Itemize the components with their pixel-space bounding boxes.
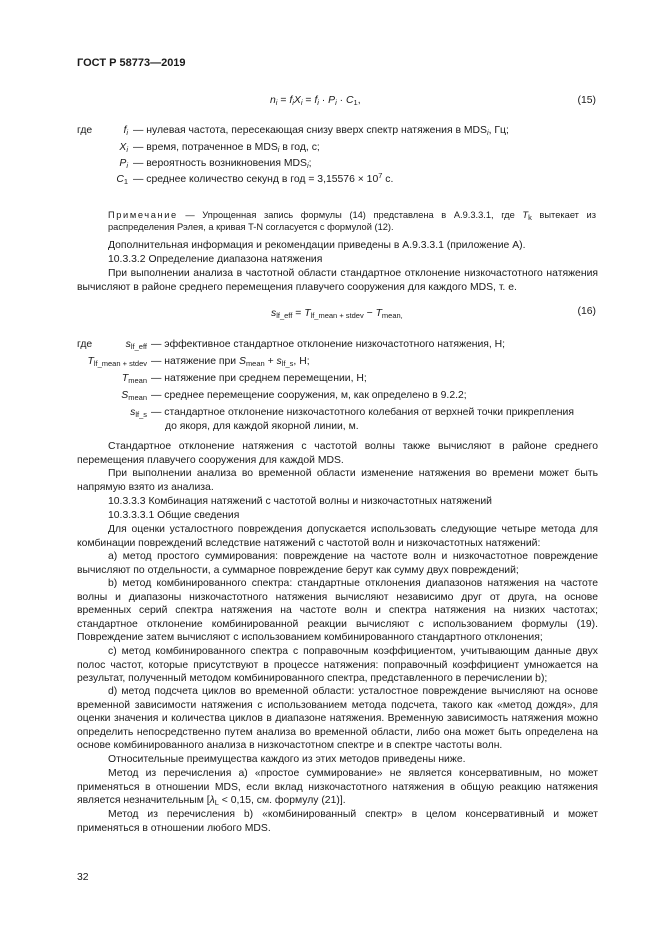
def-text-tlf-mean-stdev: — натяжение при $S_{mean} + s_{lf\_s}$, Н; [151,356,310,368]
list-item-a: а) метод простого суммирования: повреждение на частоте волн и низкочастотное повреждение вычисляют по отдельности, а суммарное повреждение берут как сумму двух повреждений; [77,551,598,576]
formula-16-number: (16) [577,306,596,317]
list-item-c: с) метод комбинированного спектра с поправочным коэффициентом, учитывающим данные двух полос частот, которые присутствуют в процессе натяжения: поправочный коэффициент умножается на результат, полученный методом комбинированного спектра, представленного в перечислении b); [77,646,598,685]
where-label-15: где [77,125,93,136]
list-item-d: d) метод подсчета циклов во временной области: усталостное повреждение вычисляют на основе временной зависимости натяжения с использованием метода подсчета, такого как «метод дождя», для оценки значения и количества циклов в диапазоне натяжения. Временную зависимость натяжения можно определить непосредственно путем анализа во временной области, либо она может быть определена на основе комбинированного анализа в низкочастотном спектре и в спектре частоты волн. [77,686,598,752]
paragraph-method-a: Метод из перечисления а) «простое суммирование» не является консервативным, но может применяться в отношении MDS, если вклад низкочастотного натяжения в общую реакцию натяжения является незначительным [$\lambda_L < 0,15$, см. формулу (21)]. [77,768,598,808]
def-text-smean: — среднее перемещение сооружения, м, как определено в 9.2.2; [151,390,467,401]
where-label-16: где [77,339,93,350]
paragraph-time-domain: При выполнении анализа во временной области изменение натяжения во времени может быть напрямую взято из анализа. [77,468,598,493]
def-symbol-tmean: $T_{mean}$ [121,373,147,385]
paragraph-relative-advantages: Относительные преимущества каждого из этих методов приведены ниже. [108,754,466,765]
note-label: Примечание [108,210,178,220]
section-heading-10-3-3-3: 10.3.3.3 Комбинация натяжений с частотой волны и низкочастотных натяжений [108,496,492,507]
formula-15: $n_i = f_iX_i = f_i \cdot P_i \cdot C_1$, [270,95,361,107]
page-number: 32 [77,872,89,883]
section-heading-10-3-3-2: 10.3.3.2 Определение диапазона натяжения [108,254,323,265]
formula-15-number: (15) [577,95,596,106]
def-symbol-xi: $X_i$ [119,142,128,154]
def-text-tmean: — натяжение при среднем перемещении, Н; [151,373,367,384]
def-symbol-tlf-mean-stdev: $T_{lf\_mean + stdev}$ [87,356,147,368]
paragraph-wave-freq-stdev: Стандартное отклонение натяжения с частотой волны также вычисляют в районе среднего перемещения плавучего сооружения для каждой MDS. [77,441,598,466]
formula-16: $s_{lf\_eff} = T_{lf\_mean + stdev} - T_{mean,}$ [271,308,403,320]
def-symbol-fi: $f_i$ [123,125,128,137]
def-symbol-slf-s: $s_{lf\_s}$ [130,407,147,419]
def-text-c1: — среднее количество секунд в год = $3,15576 \times 10^7$ с. [133,171,394,185]
def-text-xi: — время, потраченное в $MDS_i$ в год, с; [133,142,320,154]
document-header: ГОСТ Р 58773—2019 [77,57,186,69]
paragraph-method-b: Метод из перечисления b) «комбинированный спектр» в целом консервативный и может применяться в отношении любого MDS. [77,809,598,834]
paragraph-lowfreq-analysis: При выполнении анализа в частотной области стандартное отклонение низкочастотного натяжения вычисляют в районе среднего перемещения плавучего сооружения для каждого MDS, т. е. [77,268,598,293]
def-symbol-smean: $S_{mean}$ [121,390,147,402]
def-text-slf-s-cont: до якоря, для каждой якорной линии, м. [165,421,359,432]
note-block: Примечание — Упрощенная запись формулы (14) представлена в А.9.3.3.1, где $T_k$ вытекает из распределения Рэлея, а кривая T-N согласуется с формулой (12). [108,210,596,233]
def-text-slf-s: — стандартное отклонение низкочастотного колебания от верхней точки прикрепления [151,407,574,418]
def-text-pi: — вероятность возникновения $MDS_i$; [133,158,312,170]
paragraph-four-methods: Для оценки усталостного повреждения допускается использовать следующие четыре метода для комбинации повреждений вследствие натяжений с частотой волн и низкочастотных натяжений: [77,524,598,549]
def-symbol-c1: $C_1$ [116,174,128,186]
def-symbol-pi: $P_i$ [119,158,128,170]
def-text-slf-eff: — эффективное стандартное отклонение низкочастотного натяжения, Н; [151,339,506,350]
paragraph-additional-info: Дополнительная информация и рекомендации приведены в А.9.3.3.1 (приложение А). [108,240,526,251]
def-text-fi: — нулевая частота, пересекающая снизу вверх спектр натяжения в $MDS_i$, Гц; [133,125,509,137]
section-heading-10-3-3-3-1: 10.3.3.3.1 Общие сведения [108,510,240,521]
def-symbol-slf-eff: $s_{lf\_eff}$ [125,339,147,351]
list-item-b: b) метод комбинированного спектра: стандартные отклонения диапазонов натяжения на частоте волны и диапазоны низкочастотного натяжения вычисляют независимо друг от друга, на основе временных серий спектра натяжения на частоте волн и спектра натяжения на низких частотах; стандартное отклонение комбинированной реакции вычисляют с использованием формулы (19). Повреждение затем вычисляют с использованием комбинированного стандартного отклонения; [77,578,598,644]
